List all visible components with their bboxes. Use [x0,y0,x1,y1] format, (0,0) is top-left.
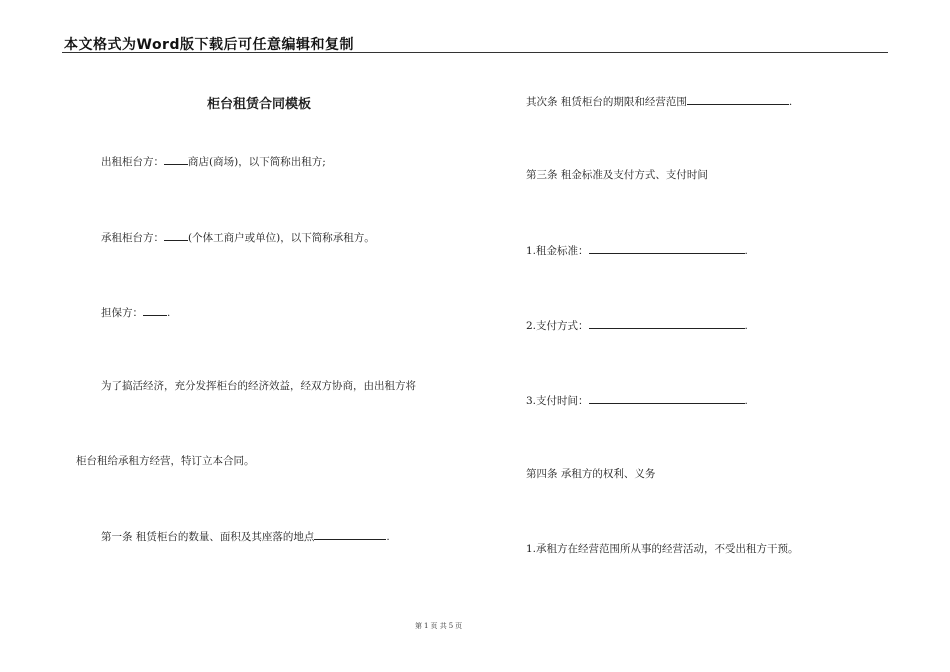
page-footer [414,621,463,631]
article-1-end: . [386,531,390,543]
article-2-blank[interactable] [687,94,789,105]
total-pages-number: 5 [448,622,454,630]
lessor-blank[interactable] [164,154,188,165]
guarantor-line [101,305,170,320]
preamble-line-2: 柜台租给承租方经营，特订立本合同。 [76,455,255,467]
page-suffix: 页 [455,622,463,630]
lessee-text: (个体工商户或单位)，以下简称承租方。 [188,232,375,244]
payment-time-label: 3.支付时间： [526,395,589,407]
article-2-end: . [788,96,793,108]
payment-time-end: . [744,395,748,407]
lessee-label: 承租柜台方： [101,232,164,244]
article-2-label: 其次条 租赁柜台的期限和经营范围 [526,96,687,108]
document-title: 柜台租赁合同模板 [207,97,312,112]
rent-standard-end: . [744,245,748,257]
lessor-label: 出租柜台方： [101,156,164,168]
preamble-line-1: 为了搞活经济，充分发挥柜台的经济效益，经双方协商，由出租方将 [101,380,416,392]
page-mid: 页 共 [430,622,447,630]
payment-time-blank[interactable] [589,393,745,404]
page-prefix: 第 [415,622,422,630]
guarantor-blank[interactable] [143,305,167,316]
article-1-label: 第一条 租赁柜台的数量、面积及其座落的地点 [101,531,315,543]
article-3-heading: 第三条 租金标准及支付方式、支付时间 [526,169,708,181]
article-1-line [101,529,390,544]
payment-method-label: 2.支付方式： [526,320,589,332]
payment-method-end: . [744,320,748,332]
rent-standard-line [526,243,748,258]
rent-standard-blank[interactable] [589,243,745,254]
article-1-blank[interactable] [314,529,386,540]
rent-standard-label: 1.租金标准： [526,245,589,257]
lessee-line [101,230,375,245]
header-banner: 本文格式为Word版下载后可任意编辑和复制 [64,37,354,53]
article-2-line [526,94,792,109]
guarantor-label: 担保方： [101,307,143,319]
lessor-text: 商店(商场)，以下简称出租方; [188,156,326,168]
current-page-number: 1 [424,622,429,630]
lessor-line [101,154,326,169]
payment-time-line [526,393,748,408]
guarantor-end: . [167,307,171,319]
payment-method-line [526,318,748,333]
lessee-right-1: 1.承租方在经营范围所从事的经营活动，不受出租方干预。 [526,543,799,555]
lessee-blank[interactable] [164,230,188,241]
article-4-heading: 第四条 承租方的权利、义务 [526,468,656,480]
payment-method-blank[interactable] [589,318,745,329]
header-divider [62,52,888,53]
